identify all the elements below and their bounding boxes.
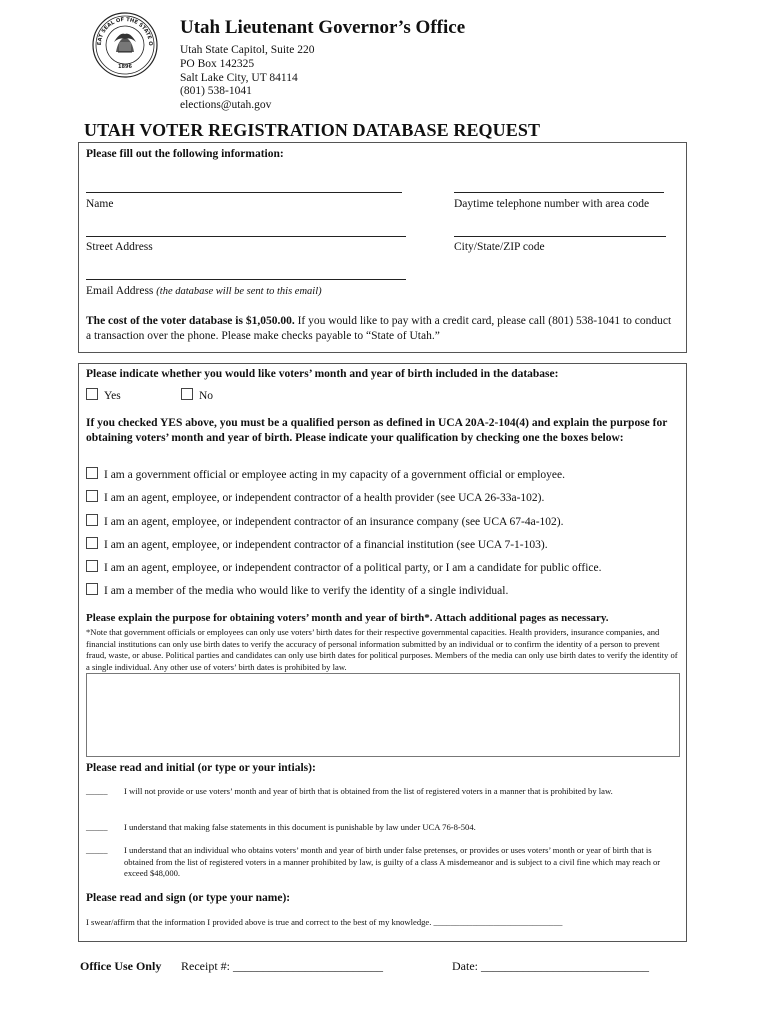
office-header [180,17,465,113]
address-line-1: Utah State Capitol, Suite 220 [180,44,315,56]
qualification-option[interactable] [86,490,544,504]
yes-checkbox[interactable] [86,388,98,400]
phone-line: (801) 538-1041 [180,85,252,98]
cost-amount: The cost of the voter database is $1,050.00. [86,315,295,327]
phone-label: Daytime telephone number with area code [454,198,650,210]
qualification-option[interactable] [86,560,602,574]
qualification-checkbox[interactable] [86,514,98,526]
purpose-heading: Please explain the purpose for obtaining voters’ month and year of birth*. Attach additional pages as necessary. [86,612,609,624]
birthdate-question: Please indicate whether you would like voters’ month and year of birth included in the database: [86,368,559,380]
initial-item [86,786,680,798]
no-option[interactable] [181,388,213,402]
address-line-3: Salt Lake City, UT 84114 [180,71,298,84]
purpose-textarea[interactable] [86,673,680,757]
initial-blank[interactable]: _____ [86,786,108,796]
qualification-checkbox[interactable] [86,467,98,479]
email-field[interactable] [86,279,406,280]
email-label-row [86,285,322,297]
street-address-label: Street Address [86,241,153,253]
form-title: UTAH VOTER REGISTRATION DATABASE REQUEST [84,120,541,140]
initial-blank[interactable]: _____ [86,822,108,832]
qualification-instruction: If you checked YES above, you must be a qualified person as defined in UCA 20A-2-104(4) and explain the purpose for obtaining voters’ month and year of birth. Please indicate your qualification by checking one the boxes below: [86,417,668,444]
initial-blank[interactable]: _____ [86,845,108,855]
yes-label: Yes [104,390,121,402]
street-address-field[interactable] [86,236,406,237]
qualification-label: I am a member of the media who would like to verify the identity of a single individual. [104,585,509,597]
section1-intro: Please fill out the following information: [86,148,284,160]
city-state-zip-label: City/State/ZIP code [454,241,545,253]
qualification-label: I am an agent, employee, or independent contractor of a political party, or I am a candidate for public office. [104,562,602,574]
qualification-option[interactable] [86,467,565,481]
sign-heading: Please read and sign (or type your name): [86,892,291,904]
qualification-label: I am an agent, employee, or independent contractor of a financial institution (see UCA 7-1-103). [104,539,548,551]
cost-payment-info: If you would like to pay with a credit card, please call (801) 538-1041 to conduct a transaction over the phone. Please make checks payable to “State of Utah.” [86,315,672,342]
initial-heading: Please read and initial (or type or your intials): [86,762,316,774]
sign-statement[interactable]: I swear/affirm that the information I provided above is true and correct to the best of my knowledge. ______________________________ [86,917,563,927]
seal-text: EAT SEAL OF THE STATE O [96,16,154,46]
address-line-2: PO Box 142325 [180,57,255,70]
qualification-checkbox[interactable] [86,560,98,572]
cost-statement [86,314,678,344]
qualification-checkbox[interactable] [86,583,98,595]
receipt-field[interactable]: Receipt #: _________________________ [181,959,383,973]
qualification-checkbox[interactable] [86,490,98,502]
qualification-option[interactable] [86,537,548,551]
initial-item [86,845,680,880]
initial-item [86,822,680,834]
email-note: (the database will be sent to this email) [156,286,322,297]
name-field[interactable] [86,192,402,193]
qualification-option[interactable] [86,583,508,597]
purpose-note: *Note that government officials or employees can only use voters’ birth dates for their respective governmental capacities. Health providers, insurance companies, and financial institutions can only use birth dates to verify the accuracy of personal information submitted by an individual or to confirm the identity of a person to prevent fraud, waste, or abuse. Political parties and candidates can only use birth dates for political purposes. Members of the media can only use birth dates to verify the identity of a single individual. Any other use of voters’ birth dates is prohibited by law. [86,627,678,672]
state-seal [92,12,158,78]
qualification-option[interactable] [86,514,564,528]
qualification-label: I am an agent, employee, or independent contractor of an insurance company (see UCA 67-4a-102). [104,516,564,528]
office-title: Utah Lieutenant Governor’s Office [180,17,466,38]
initial-text: I will not provide or use voters’ month and year of birth that is obtained from the list of registered voters in a manner that is prohibited by law. [124,786,613,796]
initial-text: I understand that making false statements in this document is punishable by law under UCA 76-8-504. [124,822,476,832]
no-label: No [199,390,214,402]
phone-field[interactable] [454,192,664,193]
qualification-label: I am a government official or employee acting in my capacity of a government official or employee. [104,469,565,481]
yes-option[interactable] [86,388,121,402]
initial-text: I understand that an individual who obtains voters’ month and year of birth under false pretenses, or provides or uses voters’ month or year of birth that is obtained from the list of registered voters in a manner prohibited by law, is guilty of a class A misdemeanor and is subject to a civil fine which may reach or exceed $48,000. [124,845,661,879]
date-field[interactable]: Date: ____________________________ [452,959,649,973]
office-use-label: Office Use Only [80,959,162,973]
qualification-label: I am an agent, employee, or independent contractor of a health provider (see UCA 26-33a-102). [104,492,545,504]
no-checkbox[interactable] [181,388,193,400]
seal-year: 1896 [118,64,132,70]
qualification-checkbox[interactable] [86,537,98,549]
email-line: elections@utah.gov [180,99,272,112]
city-state-zip-field[interactable] [454,236,666,237]
email-label: Email Address [86,285,154,297]
name-label: Name [86,198,114,210]
